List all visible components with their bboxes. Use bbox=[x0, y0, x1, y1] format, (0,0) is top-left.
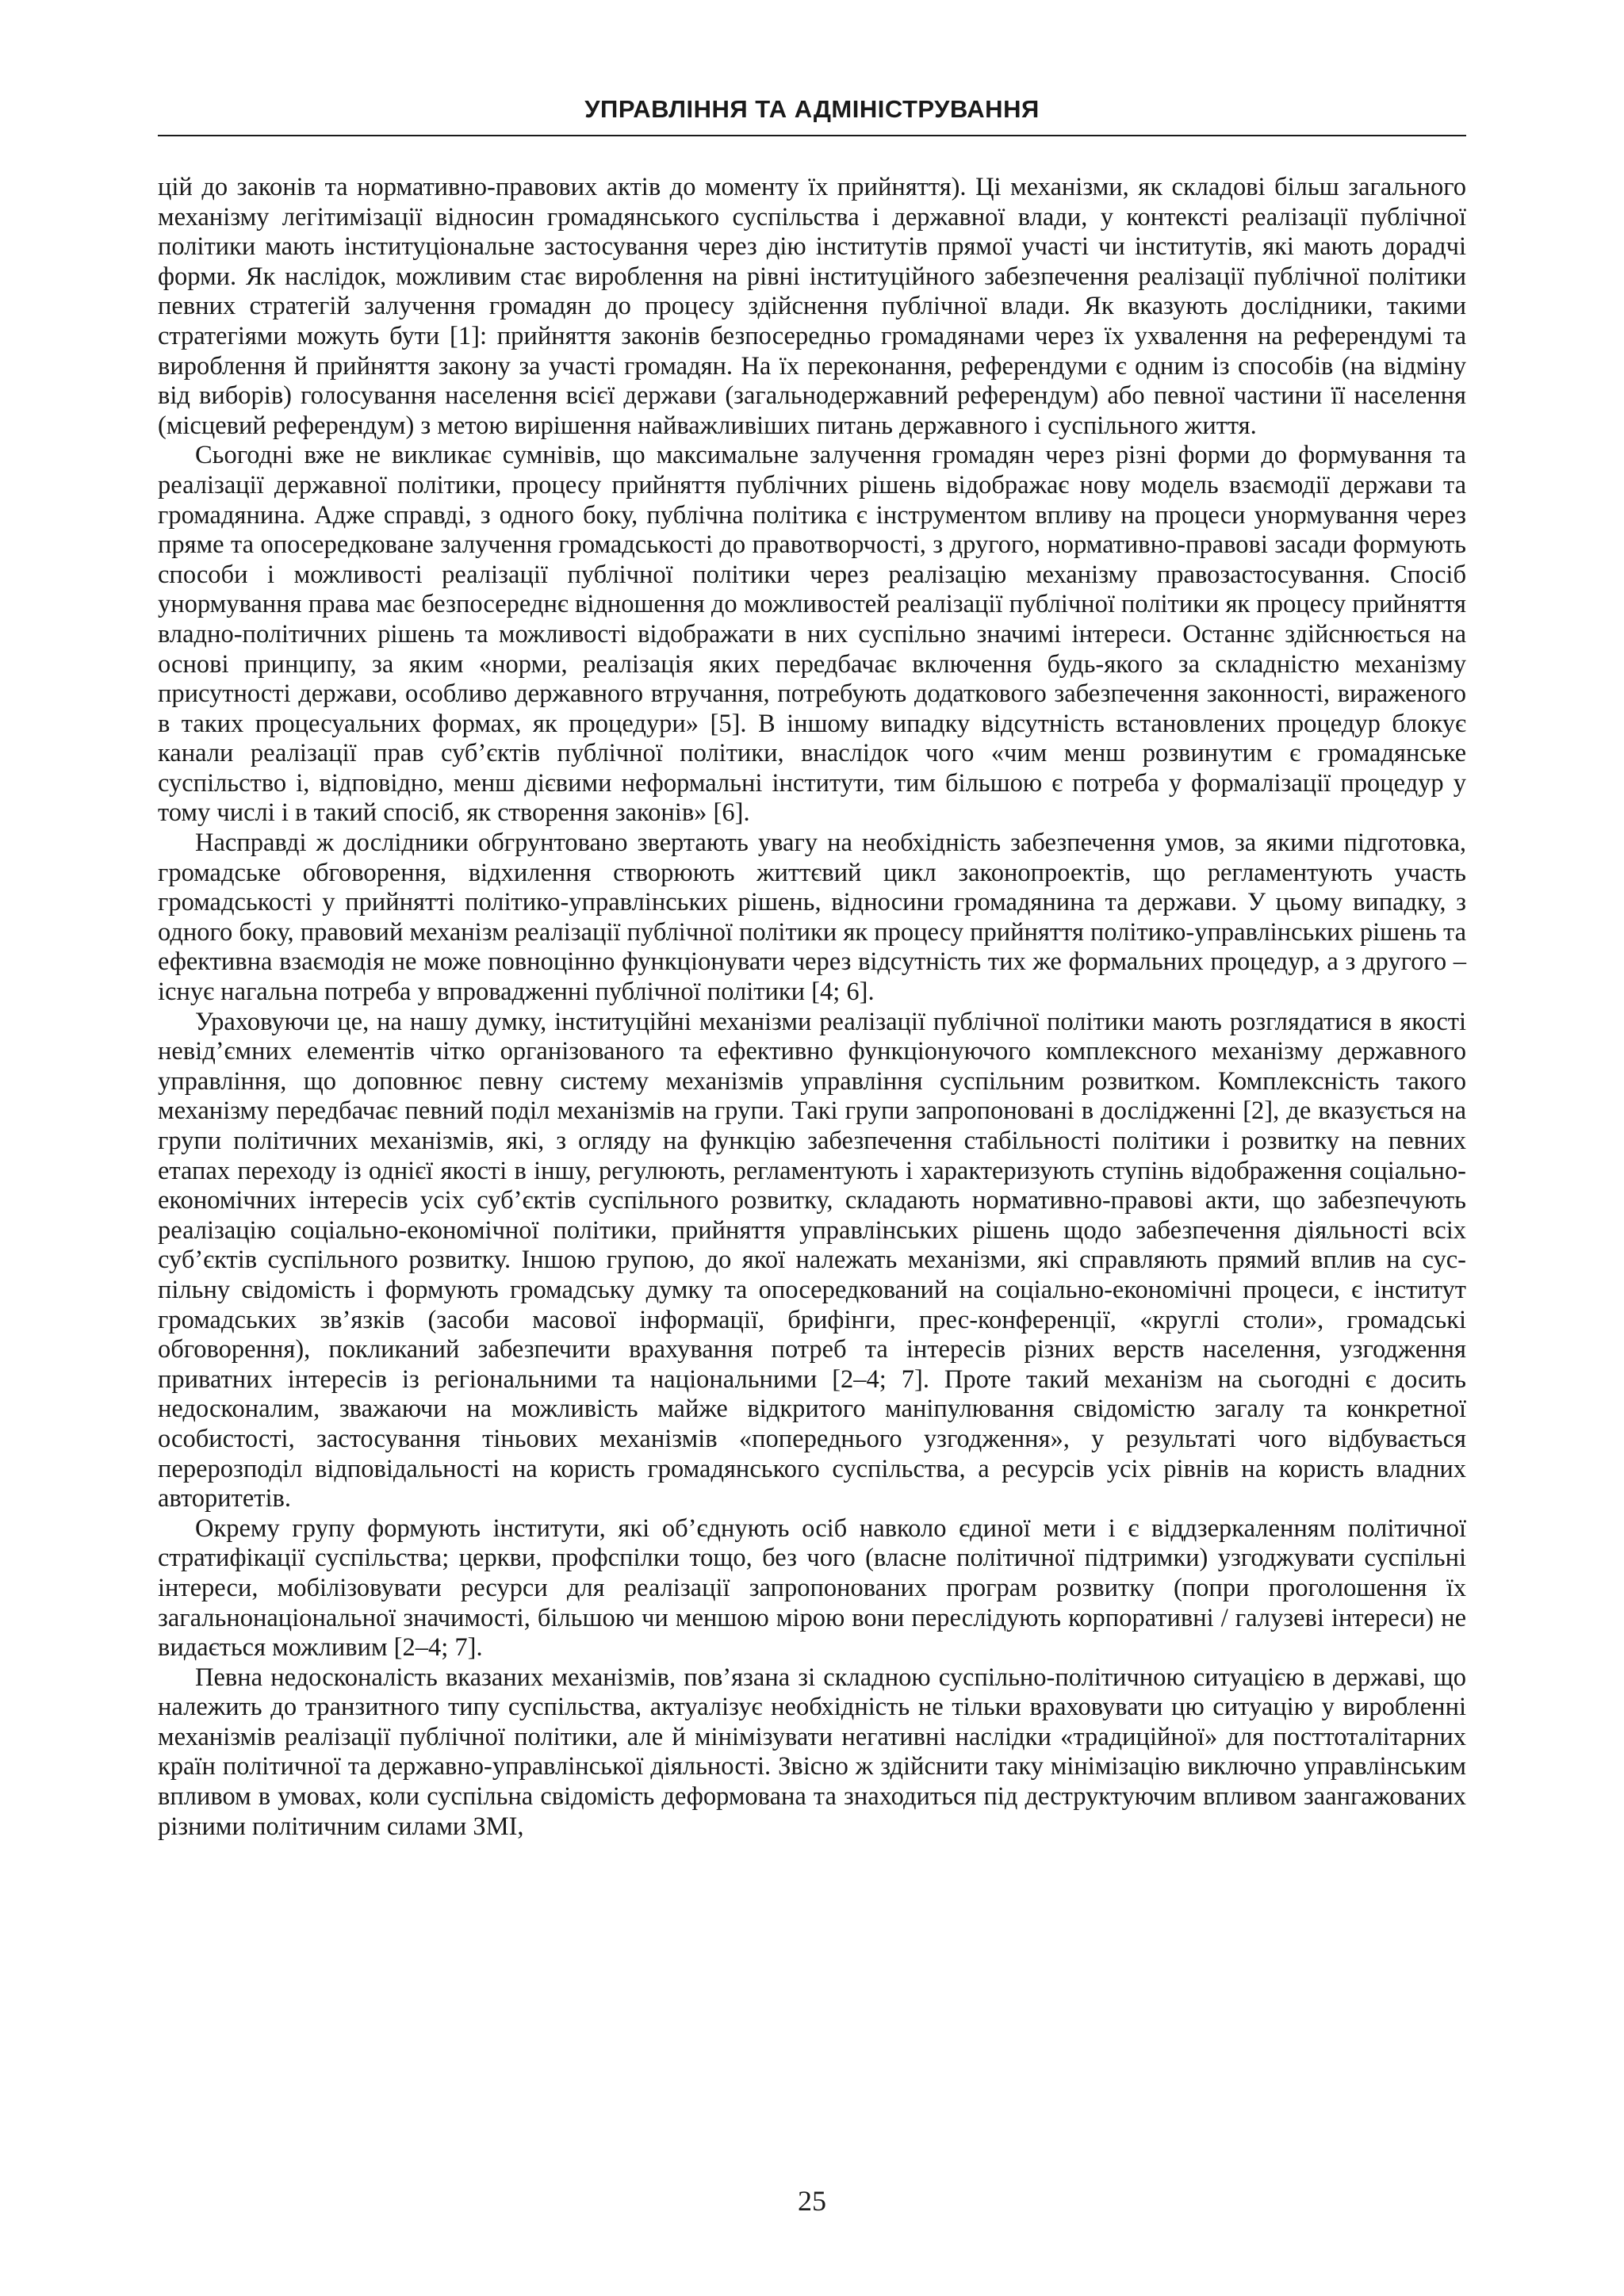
paragraph: Ураховуючи це, на нашу думку, інституційні механізми реалізації публічної політики мають розглядатися в якості невід’ємних елементів чітко організованого та ефективно функціонуючого комплексного механізму державного управління, що доповнює певну систему механізмів управління суспільним розвитком. Комплексність такого механізму передбачає певний поділ механізмів на групи. Такі групи запропоновані в дослідженні [2], де вказується на групи політичних механізмів, які, з огляду на функцію забезпечення стабільності політики і розвитку на певних етапах переходу із однієї якості в іншу, регулюють, регламентують і характеризують ступінь відображення соціально-економічних інтересів усіх суб’єктів суспільного розвитку, складають нормативно-правові акти, що забезпечують реалізацію соціально-економічної політики, прийняття управлінських рішень щодо забезпечення діяльності всіх суб’єктів суспільного розвитку. Іншою групою, до якої належать механізми, які справляють прямий вплив на суспільну свідомість і формують громадську думку та опосередкований на соціально-економічні процеси, є інститут громадських зв’язків (засоби масової інформації, брифінги, прес-конференції, «круглі столи», громадські обговорення), покликаний забезпечити врахування потреб та інтересів різних верств населення, узгодження приватних інтересів із регіональними та національними [2–4; 7]. Проте такий механізм на сьогодні є досить недосконалим, зважаючи на можливість майже відкритого маніпулювання свідомістю загалу та конкретної особистості, застосування тіньових механізмів «попереднього узгодження», у результаті чого відбувається перерозподіл відповідальності на користь громадянського суспільства, а ресурсів усіх рівнів на користь владних авторитетів. bbox=[158, 1007, 1466, 1513]
header-rule bbox=[158, 135, 1466, 136]
paragraph: Окрему групу формують інститути, які об’єднують осіб навколо єдиної мети і є віддзеркаленням політичної стратифікації суспільства; церкви, профспілки тощо, без чого (власне політичної підтримки) узгоджувати суспільні інтереси, мобілізовувати ресурси для реалізації запропонованих програм розвитку (попри проголошення їх загальнонаціональної значимості, більшою чи меншою мірою вони переслідують корпоративні / галузеві інтереси) не видається можливим [2–4; 7]. bbox=[158, 1513, 1466, 1663]
paragraph: цій до законів та нормативно-правових актів до моменту їх прийняття). Ці механізми, як складові більш загального механізму легітимізації відносин громадянського суспільства і державної влади, у контексті реалізації публічної політики мають інституціональне застосування через дію інститутів прямої участі чи інститутів, які мають дорадчі форми. Як наслідок, можливим стає вироблення на рівні інституційного забезпечення реалізації публічної політики певних стратегій залучення громадян до процесу здійснення публічної влади. Як вказують дослідники, такими стратегіями можуть бути [1]: прийняття законів безпосередньо громадянами через їх ухвалення на референдумі та вироблення й прийняття закону за участі громадян. На їх переконання, референдуми є одним із способів (на відміну від виборів) голосування населення всієї держави (загальнодержавний референдум) або певної частини її населення (місцевий референдум) з метою вирішення найважливіших питань державного і суспільного життя. bbox=[158, 173, 1466, 440]
running-header: УПРАВЛІННЯ ТА АДМІНІСТРУВАННЯ bbox=[584, 95, 1040, 123]
page-number: 25 bbox=[798, 2185, 826, 2217]
paragraph: Сьогодні вже не викликає сумнівів, що максимальне залучення громадян через різні форми до формування та реалізації державної політики, процесу прийняття публічних рішень відображає нову модель взаємодії держави та громадянина. Адже справді, з одного боку, публічна політика є інструментом впливу на процеси унормування через пряме та опосередковане залучення громадськості до правотворчості, з другого, нормативно-правові засади формують способи і можливості реалізації публічної політики через реалізацію механізму правозастосування. Спосіб унормування права має безпосереднє відношення до можливостей реалізації публічної політики як процесу прийняття владно-політичних рішень та можливості відображати в них суспільно значимі інтереси. Останнє здійснюється на основі принципу, за яким «норми, реалізація яких передбачає включення будь-якого за складністю механізму присутності держави, особливо державного втручання, потребують додаткового забезпечення законності, вираженого в таких процесуальних формах, як процедури» [5]. В іншому випадку відсутність встановлених процедур блокує канали реалізації прав суб’єктів публічної політики, внаслідок чого «чим менш розвинутим є громадянське суспільство і, відповідно, менш дієвими неформальні інститути, тим більшою є потреба у формалізації процедур у тому числі і в такий спосіб, як створення законів» [6]. bbox=[158, 441, 1466, 828]
paragraph: Насправді ж дослідники обгрунтовано звертають увагу на необхідність забезпечення умов, за якими підготовка, громадське обговорення, відхилення створюють життєвий цикл законопроектів, що регламентують участь громадськості у прийнятті політико-управлінських рішень, відносини громадянина та держави. У цьому випадку, з одного боку, правовий механізм реалізації публічної політики як процесу прийняття політико-управлінських рішень та ефективна взаємодія не може повноцінно функціонувати через відсутність тих же формальних процедур, а з другого – існує нагальна потреба у впровадженні публічної політики [4; 6]. bbox=[158, 828, 1466, 1007]
paragraph: Певна недосконалість вказаних механізмів, пов’язана зі складною суспільно-політичною ситуацією в державі, що належить до транзитного типу суспільства, актуалізує необхідність не тільки враховувати цю ситуацію у виробленні механізмів реалізації публічної політики, але й мінімізувати негативні наслідки «традиційної» для посттоталітарних країн політичної та державно-управлінської діяльності. Звісно ж здійснити таку мінімізацію виключно управлінським впливом в умовах, коли суспільна свідомість деформована та знаходиться під деструктуючим впливом заангажованих різними політичним силами ЗМІ, bbox=[158, 1663, 1466, 1841]
article-body bbox=[158, 173, 1466, 1842]
